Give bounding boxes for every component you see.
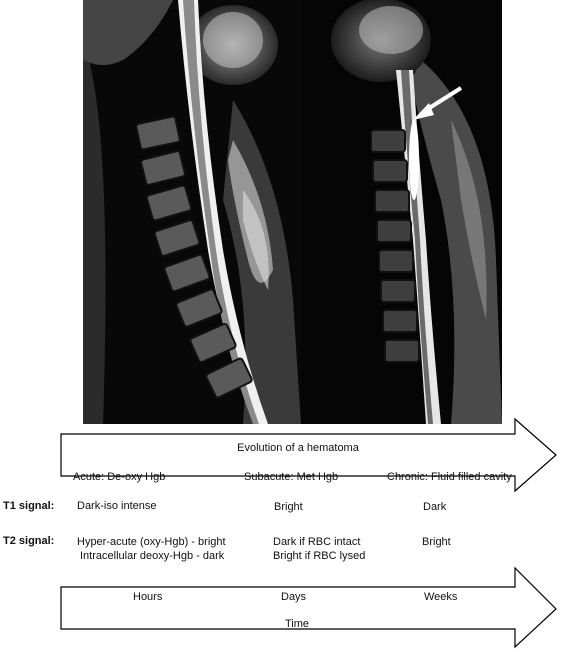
t2-acute-line2: Intracellular deoxy-Hgb - dark xyxy=(80,550,225,562)
mri-image-left xyxy=(83,0,301,424)
time-days: Days xyxy=(281,591,307,603)
t1-subacute: Bright xyxy=(274,501,303,513)
t2-subacute-line2: Bright if RBC lysed xyxy=(273,550,366,562)
t1-chronic: Dark xyxy=(423,501,447,513)
phase-chronic: Chronic: Fluid filled cavity xyxy=(387,471,512,483)
mri-sagittal-t2-right xyxy=(301,0,502,424)
mri-image-right xyxy=(301,0,502,424)
time-arrow xyxy=(0,565,562,649)
t2-acute-line1: Hyper-acute (oxy-Hgb) - bright xyxy=(77,536,226,548)
t2-label: T2 signal: xyxy=(3,535,55,547)
t1-acute: Dark-iso intense xyxy=(77,500,157,512)
phase-acute: Acute: De-oxy Hgb xyxy=(73,471,166,483)
t2-chronic: Bright xyxy=(422,536,451,548)
time-hours: Hours xyxy=(133,591,163,603)
t1-label: T1 signal: xyxy=(3,500,55,512)
t2-subacute-line1: Dark if RBC intact xyxy=(273,536,361,548)
mri-sagittal-t2-left xyxy=(83,0,301,424)
time-axis-title: Time xyxy=(285,618,310,630)
time-weeks: Weeks xyxy=(424,591,458,603)
phase-subacute: Subacute: Met Hgb xyxy=(244,471,339,483)
evolution-title: Evolution of a hematoma xyxy=(237,442,359,454)
